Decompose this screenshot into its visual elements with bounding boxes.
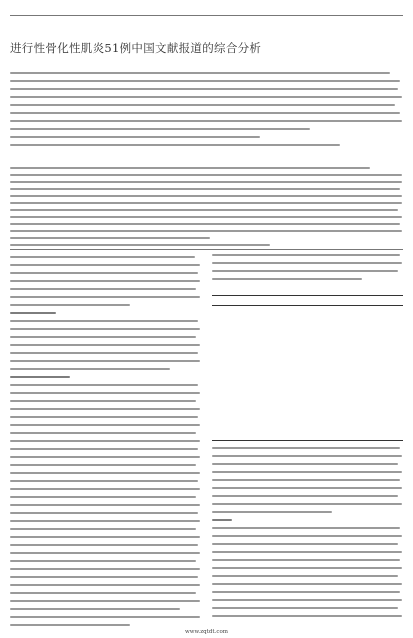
table-cell [288, 348, 326, 356]
article-title: 进行性骨化性肌炎51例中国文献报道的综合分析 [10, 41, 262, 55]
table-cell [250, 323, 288, 331]
table-row [212, 398, 403, 406]
table-cell [365, 306, 403, 315]
table-cell [250, 432, 288, 441]
table-cell [250, 340, 288, 348]
table-cell [250, 314, 288, 322]
table-cell [212, 432, 250, 441]
table-cell [365, 390, 403, 398]
table-cell [250, 373, 288, 381]
data-table [212, 287, 403, 441]
table-cell [365, 398, 403, 406]
table-cell [365, 323, 403, 331]
table-cell [327, 373, 365, 381]
table-cell [212, 415, 250, 423]
table-cell [212, 331, 250, 339]
table-cell [288, 415, 326, 423]
table-cell [250, 415, 288, 423]
table-cell [250, 365, 288, 373]
table-row [212, 314, 403, 322]
table-cell [288, 365, 326, 373]
table-cell [250, 356, 288, 364]
table-row [212, 331, 403, 339]
table-row [212, 323, 403, 331]
table-cell [212, 423, 250, 431]
table-row [212, 365, 403, 373]
table-cell [327, 415, 365, 423]
table-cell [288, 306, 326, 315]
table-cell [327, 348, 365, 356]
table-cell [212, 382, 250, 390]
table-row [212, 390, 403, 398]
table-cell [212, 365, 250, 373]
table-cell [327, 382, 365, 390]
running-head [10, 4, 403, 14]
table-row [212, 415, 403, 423]
table-cell [365, 331, 403, 339]
table-cell [365, 407, 403, 415]
table-cell [288, 323, 326, 331]
abstract-rule [10, 249, 403, 250]
table-cell [365, 415, 403, 423]
table-cell [327, 365, 365, 373]
table-cell [288, 398, 326, 406]
table-cell [327, 340, 365, 348]
table-cell [250, 407, 288, 415]
table-cell [288, 373, 326, 381]
table-cell [327, 331, 365, 339]
table-cell [365, 348, 403, 356]
header-rule [10, 15, 403, 16]
table-cell [365, 356, 403, 364]
table-cell [212, 348, 250, 356]
table-caption [212, 287, 403, 295]
table-row [212, 432, 403, 441]
table-row [212, 340, 403, 348]
table-cell [288, 390, 326, 398]
table-cell [288, 432, 326, 441]
table-cell [365, 340, 403, 348]
table-cell [288, 314, 326, 322]
footer-watermark: www.zqtdt.com [185, 629, 228, 635]
table-cell [365, 432, 403, 441]
table-cell [250, 390, 288, 398]
table-cell [212, 398, 250, 406]
table-row [212, 306, 403, 315]
table-cell [327, 407, 365, 415]
table-cell [327, 390, 365, 398]
table-cell [327, 314, 365, 322]
table-cell [250, 306, 288, 315]
table-cell [288, 340, 326, 348]
table-row [212, 348, 403, 356]
table-cell [288, 423, 326, 431]
table-cell [327, 356, 365, 364]
table-cell [365, 365, 403, 373]
table-header [212, 296, 250, 306]
table-cell [327, 398, 365, 406]
table-cell [327, 423, 365, 431]
table-cell [288, 356, 326, 364]
table-header [365, 296, 403, 306]
table-cell [212, 306, 250, 315]
table-cell [250, 382, 288, 390]
table-header [288, 296, 326, 306]
table-cell [327, 323, 365, 331]
table-cell [250, 398, 288, 406]
table-header [327, 296, 365, 306]
table-row [212, 423, 403, 431]
table-cell [212, 314, 250, 322]
table-cell [250, 331, 288, 339]
table-cell [212, 323, 250, 331]
table-cell [212, 407, 250, 415]
region-table [212, 295, 403, 441]
table-cell [212, 390, 250, 398]
table-cell [327, 306, 365, 315]
table-cell [212, 356, 250, 364]
table-cell [288, 382, 326, 390]
table-row [212, 373, 403, 381]
table-cell [365, 382, 403, 390]
table-cell [288, 331, 326, 339]
table-cell [212, 340, 250, 348]
table-cell [250, 423, 288, 431]
table-cell [365, 373, 403, 381]
table-header [250, 296, 288, 306]
table-cell [327, 432, 365, 441]
table-cell [250, 348, 288, 356]
table-row [212, 356, 403, 364]
table-row [212, 382, 403, 390]
table-row [212, 407, 403, 415]
table-cell [365, 423, 403, 431]
table-cell [212, 373, 250, 381]
table-cell [288, 407, 326, 415]
table-cell [365, 314, 403, 322]
